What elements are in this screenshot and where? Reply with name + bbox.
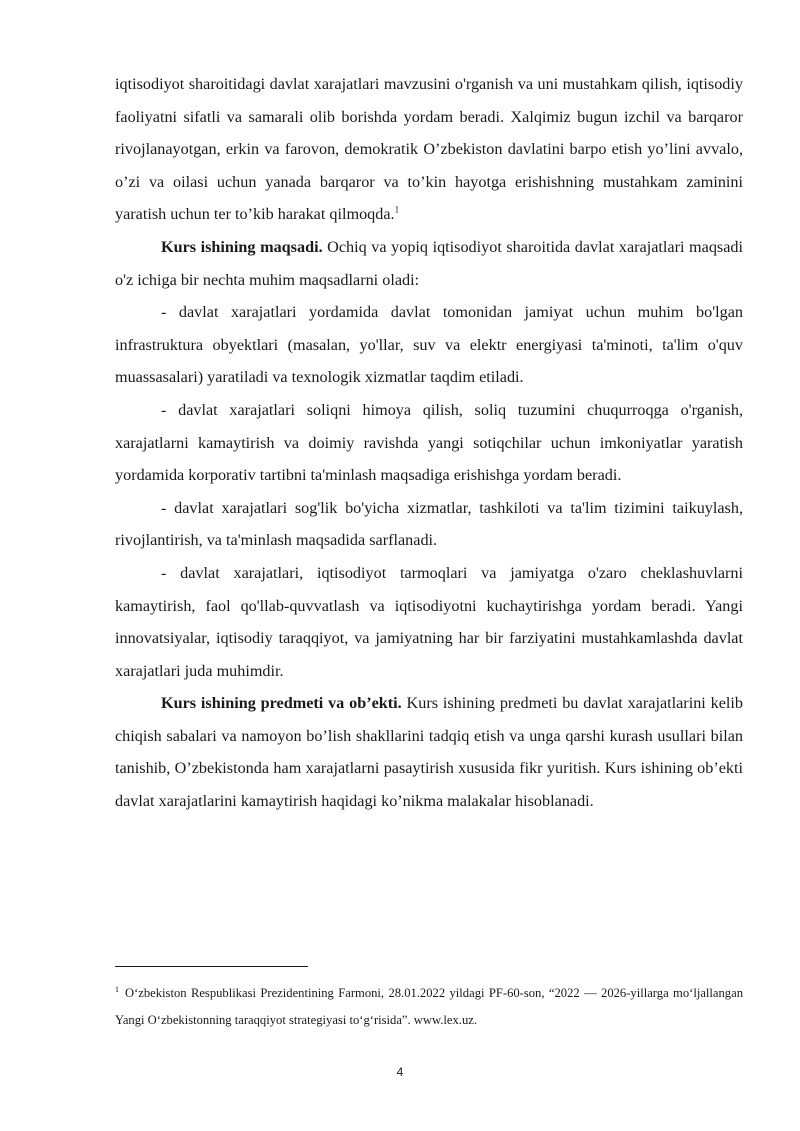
footnote-number: 1 (115, 984, 119, 994)
purpose-item-4: - davlat xarajatlari, iqtisodiyot tarmoqlari va jamiyatga o'zaro cheklashuvlarni kamaytirish, faol qo'llab-quvvatlash va iqtisodiyotni kuchaytirishga yordam beradi. Yangi innovatsiyalar, iqtisodiy taraqqiyot, va jamiyatning har bir farziyatini mustahkamlashda davlat xarajatlari juda muhimdir. (115, 563, 743, 680)
purpose-item-3: - davlat xarajatlari sog'lik bo'yicha xizmatlar, tashkiloti va ta'lim tizimini taikuylash, rivojlantirish, va ta'minlash maqsadida sarflanadi. (115, 498, 743, 550)
purpose-heading: Kurs ishining maqsadi. (161, 237, 323, 256)
purpose-paragraph (115, 231, 743, 296)
footnote-text: O‘zbekiston Respublikasi Prezidentining Farmoni, 28.01.2022 yildagi PF-60-son, “2022 — 2026-yillarga mo‘ljallangan Yangi O‘zbekistonning taraqqiyot strategiyasi to‘g‘risida”. www.lex.uz. (115, 986, 743, 1027)
subject-text: Kurs ishining predmeti bu davlat xarajatlarini kelib chiqish sabalari va namoyon bo’lish shakllarini tadqiq etish va unga qarshi kurash usullari bilan tanishib, O’zbekistonda ham xarajatlarni pasaytirish xususida fikr yuritish. Kurs ishining ob’ekti davlat xarajatlarini kamaytirish haqidagi ko’nikma malakalar hisoblanadi. (115, 694, 743, 811)
page-body (115, 68, 743, 818)
page-number: 4 (396, 1065, 404, 1079)
purpose-item-2: - davlat xarajatlari soliqni himoya qilish, soliq tuzumini chuqurroqga o'rganish, xarajatlarni kamaytirish va doimiy ravishda yangi sotiqchilar uchun imkoniyatlar yaratish yordamida korporativ tartibni ta'minlash maqsadiga erishishga yordam beradi. (115, 400, 743, 485)
intro-text: iqtisodiyot sharoitidagi davlat xarajatlari mavzusini o'rganish va uni mustahkam qilish, iqtisodiy faoliyatni sifatli va samarali olib borishda yordam beradi. Xalqimiz bugun izchil va barqaror rivojlanayotgan, erkin va farovon, demokratik O’zbekiston davlatini barpo etish yo’lini avvalo, o’zi va oilasi uchun yanada barqaror va to’kin hayotga erishishning mustahkam zaminini yaratish uchun ter to’kib harakat qilmoqda. (115, 75, 743, 224)
footnote-separator (115, 966, 308, 967)
subject-heading: Kurs ishining predmeti va ob’ekti. (161, 694, 402, 713)
subject-paragraph (115, 687, 743, 817)
footnote (115, 980, 743, 1034)
intro-paragraph (115, 68, 743, 231)
purpose-text: Ochiq va yopiq iqtisodiyot sharoitida davlat xarajatlari maqsadi o'z ichiga bir nechta muhim maqsadlarni oladi: (115, 237, 743, 289)
purpose-item-1: - davlat xarajatlari yordamida davlat tomonidan jamiyat uchun muhim bo'lgan infrastruktura obyektlari (masalan, yo'llar, suv va elektr energiyasi ta'minoti, ta'lim o'quv muassasalari) yaratiladi va texnologik xizmatlar taqdim etiladi. (115, 303, 743, 387)
footnote-reference[interactable]: 1 (394, 204, 400, 215)
